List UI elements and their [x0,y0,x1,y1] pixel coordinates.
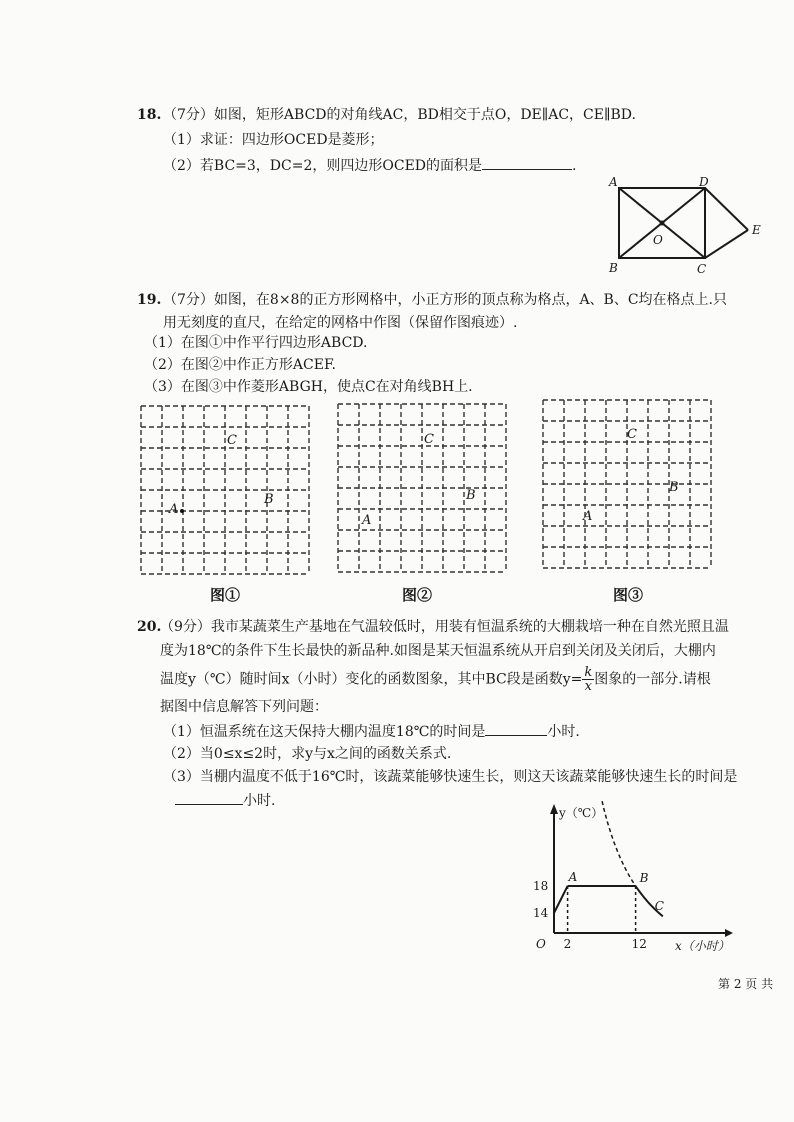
q20-part1-text: （1）恒温系统在这天保持大棚内温度18℃的时间是 [163,724,486,740]
origin-label: O [536,937,546,951]
q20-part3-line2 [175,790,275,811]
grid-figure-3 [541,398,713,570]
x-axis-label: x（小时） [675,939,730,953]
y-tick-18: 18 [533,879,549,893]
q20-part1 [163,721,580,742]
q20-line2: 度为18℃的条件下生长最快的新品种.如图是某天恒温系统从开启到关闭及关闭后，大棚内 [160,643,716,659]
q19-part3: （3）在图③中作菱形ABGH，使点C在对角线BH上. [144,379,473,395]
segment-ce [705,230,748,258]
q18-answer-blank[interactable] [482,155,572,170]
grid2-label-b: B [466,488,476,503]
point-label-a: A [568,870,578,884]
label-d: D [699,175,709,189]
page-number: 第 2 页 共 [718,977,774,991]
x-axis-arrow-icon [725,929,733,937]
q20-part2: （2）当0≤x≤2时，求y与x之间的函数关系式. [163,746,452,762]
segment-de [705,188,748,230]
q20-line3-text: 温度y（℃）随时间x（小时）变化的函数图象，其中BC段是函数y= [160,671,583,688]
label-a: A [609,175,618,189]
point-label-c: C [654,899,664,914]
q18-part2-end: . [572,158,577,174]
grid2-label-a: A [362,513,372,528]
x-tick-2: 2 [563,937,572,951]
q18-stem: （7分）如图，矩形ABCD的对角线AC，BD相交于点O，DE∥AC，CE∥BD. [163,107,636,123]
y-axis-label: y（℃） [559,806,604,820]
label-b: B [609,261,618,275]
grid2-label-c: C [424,432,434,447]
caption-figure-1: 图① [210,586,241,604]
label-c: C [697,262,707,276]
q20-line1: （9分）我市某蔬菜生产基地在气温较低时，用装有恒温系统的大棚栽培一种在自然光照且温 [160,619,729,635]
point-o [660,221,665,226]
q19-stem-1: （7分）如图，在8×8的正方形网格中，小正方形的顶点称为格点，A、B、C均在格点上.只 [163,292,728,308]
q19-stem-2: 用无刻度的直尺，在给定的网格中作图（保留作图痕迹）. [163,315,518,331]
x-tick-12: 12 [631,937,647,951]
y-tick-14: 14 [533,906,549,920]
q20-part3: （3）当棚内温度不低于16℃时，该蔬菜能够快速生长，则这天该蔬菜能够快速生长的时间是 [163,769,738,785]
q19-part2: （2）在图②中作正方形ACEF. [144,357,336,373]
q19-number: 19. [137,292,162,308]
q18-figure [605,172,775,282]
grid3-label-c: C [627,427,637,442]
caption-figure-2: 图② [402,586,433,604]
q20-line4: 据图中信息解答下列问题： [160,699,328,715]
grid-figure-2 [336,402,508,574]
grid1-label-c: C [227,433,237,448]
q18-part2 [163,155,576,176]
segment-oa [554,886,568,913]
grid3-label-a: A [583,509,593,524]
label-o: O [653,233,663,247]
grid1-label-a: A [169,502,179,517]
frac-denominator: x [584,679,592,694]
q20-part1-end: 小时. [547,724,580,740]
q20-answer-blank-3[interactable] [175,790,243,805]
grid1-label-b: B [264,492,274,507]
point-label-b: B [639,871,649,885]
grid3-label-b: B [669,480,679,495]
q18-number: 18. [137,107,162,123]
q19-part1: （1）在图①中作平行四边形ABCD. [144,335,368,351]
q20-line3 [160,666,711,693]
q18-part1: （1）求证：四边形OCED是菱形； [163,132,384,148]
q18-part2-text: （2）若BC=3，DC=2，则四边形OCED的面积是 [163,158,483,174]
label-e: E [752,223,761,237]
caption-figure-3: 图③ [613,586,644,604]
fraction-k-over-x [582,666,594,693]
q20-part3-end: 小时. [243,793,276,809]
y-axis-arrow-icon [550,804,558,814]
q20-answer-blank-1[interactable] [485,721,547,736]
q20-line3-end: 图象的一部分.请根 [594,671,711,688]
frac-numerator: k [584,665,593,680]
grid-figure-1 [139,404,311,576]
q20-number: 20. [137,619,162,635]
temperature-chart [525,800,745,960]
